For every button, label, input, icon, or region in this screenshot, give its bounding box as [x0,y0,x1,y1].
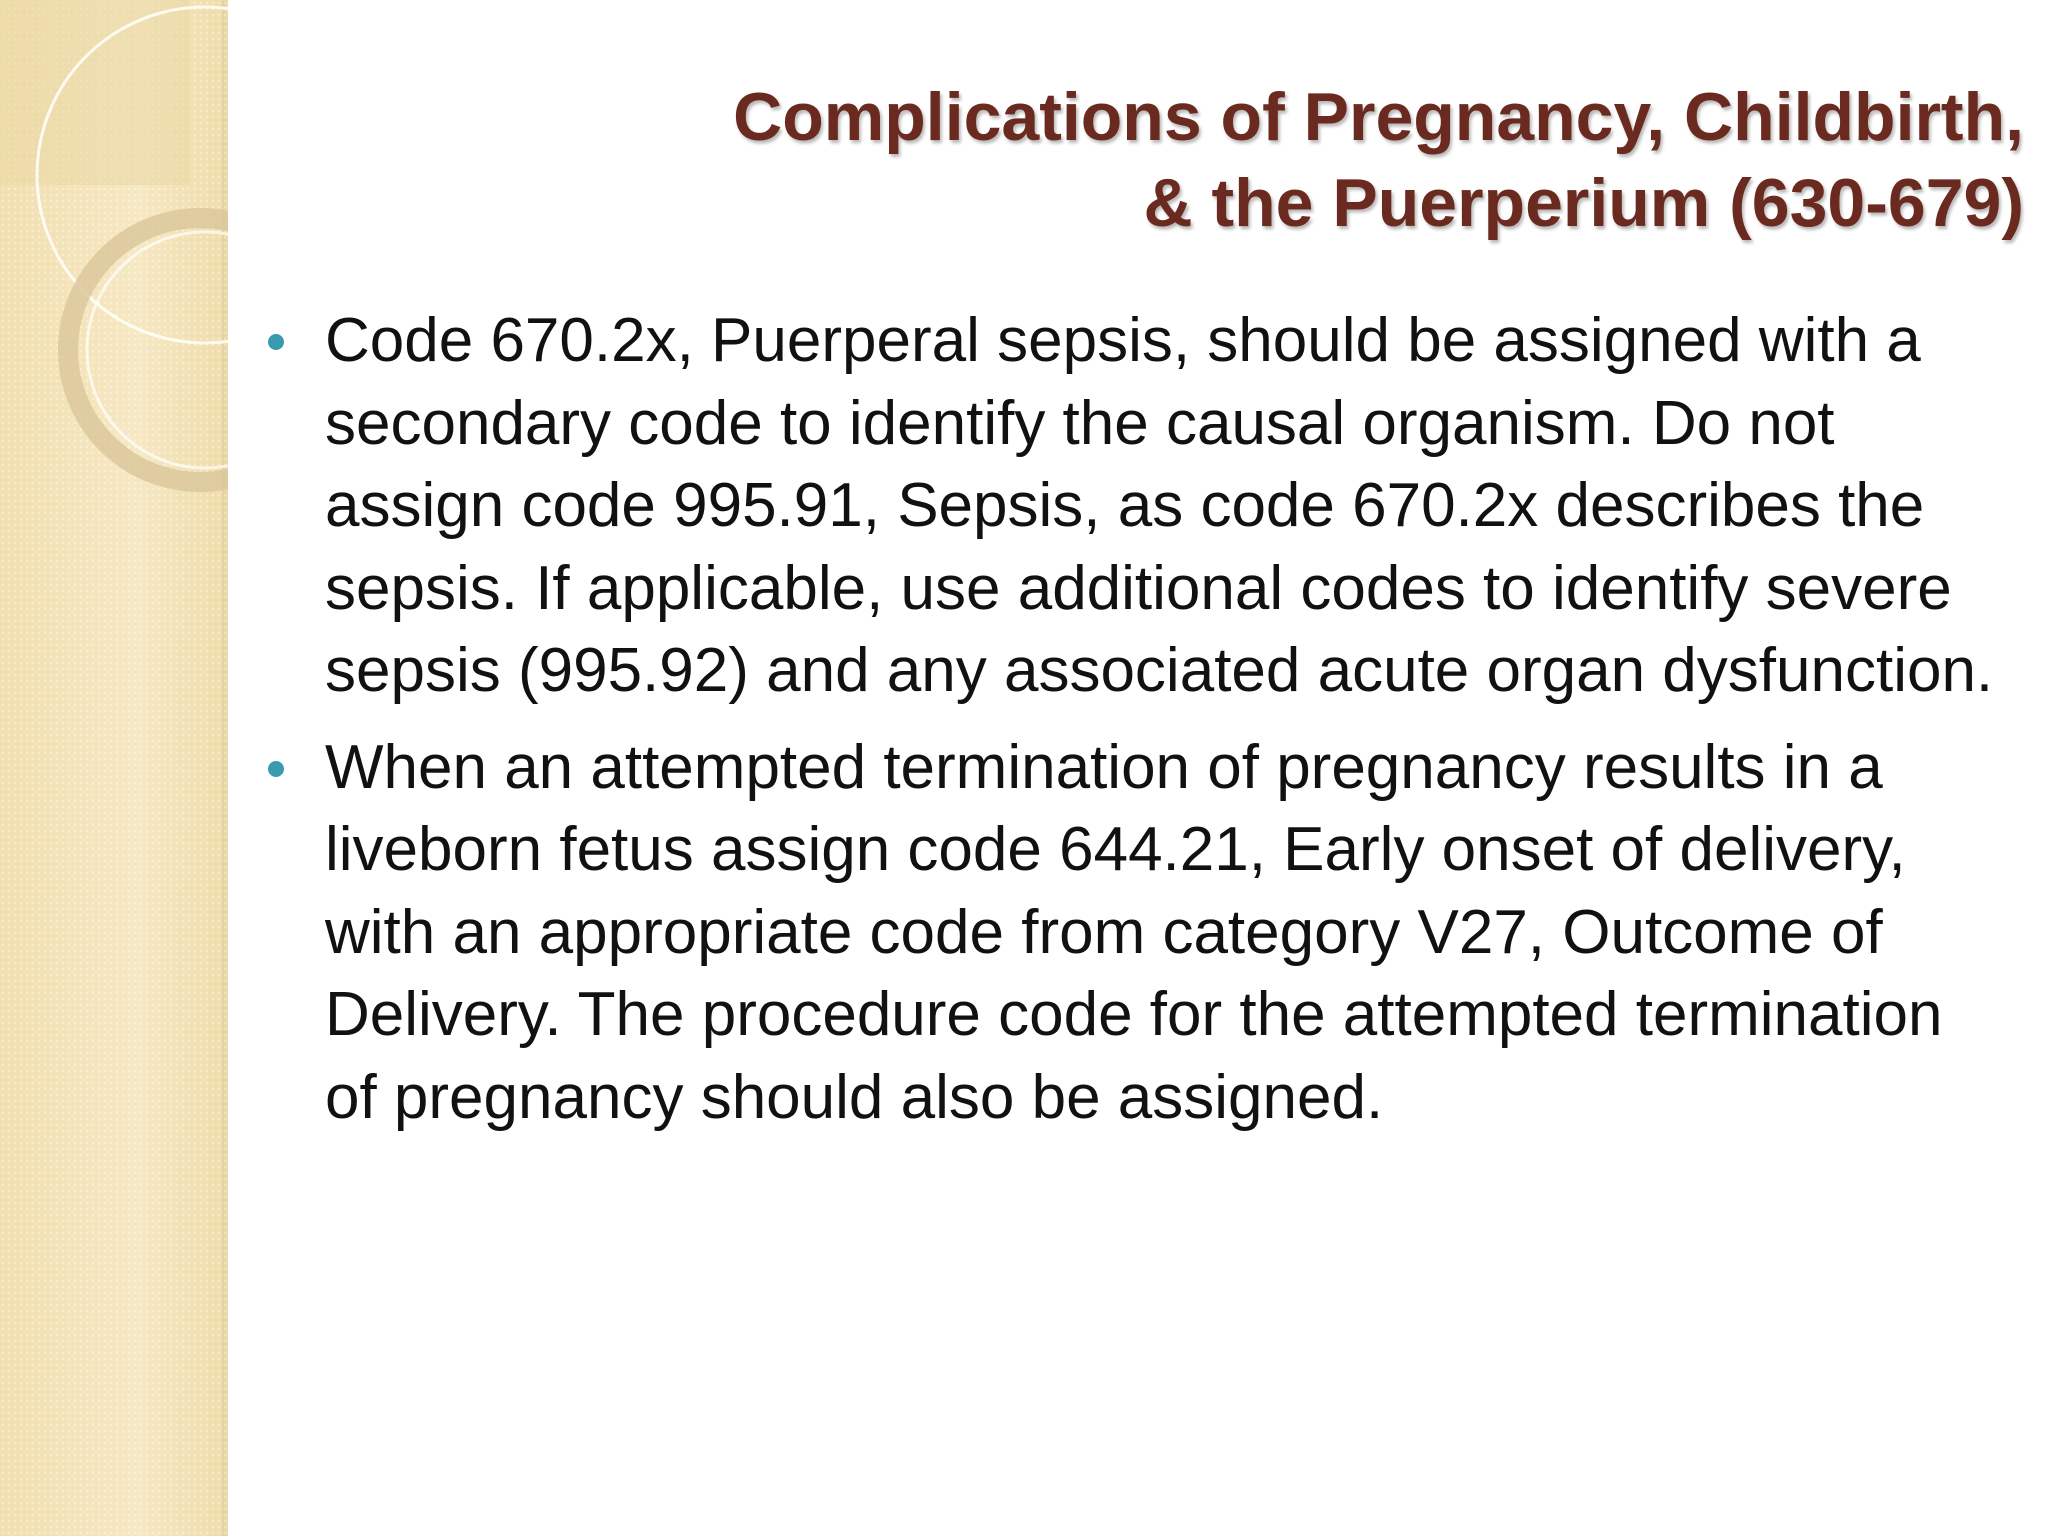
bullet-list [262,300,2002,1153]
bullet-text: Code 670.2x, Puerperal sepsis, should be assigned with a secondary code to identify the causal organism. Do not assign code 995.91, Sepsis, as code 670.2x describes the sepsis. If applicable, use additional codes to identify severe sepsis (995.92) and any associated acute organ dysfunction. [325,306,1994,705]
slide-title [524,74,2024,246]
bullet-dot-icon [268,334,284,350]
title-line-2: & the Puerperium (630-679) [1143,165,2024,241]
bullet-text: When an attempted termination of pregnancy results in a liveborn fetus assign code 644.21, Early onset of delivery, with an appropriate code from category V27, Outcome of Delivery. The procedure code for the attempted termination of pregnancy should also be assigned. [325,732,1943,1132]
bullet-dot-icon [268,761,284,777]
bullet-item [262,300,2002,713]
decorative-circles [0,0,228,520]
bullet-item [262,727,2002,1140]
decorative-thick-ring [68,218,228,482]
decorative-square [0,0,190,185]
title-line-1: Complications of Pregnancy, Childbirth, [733,79,2024,155]
